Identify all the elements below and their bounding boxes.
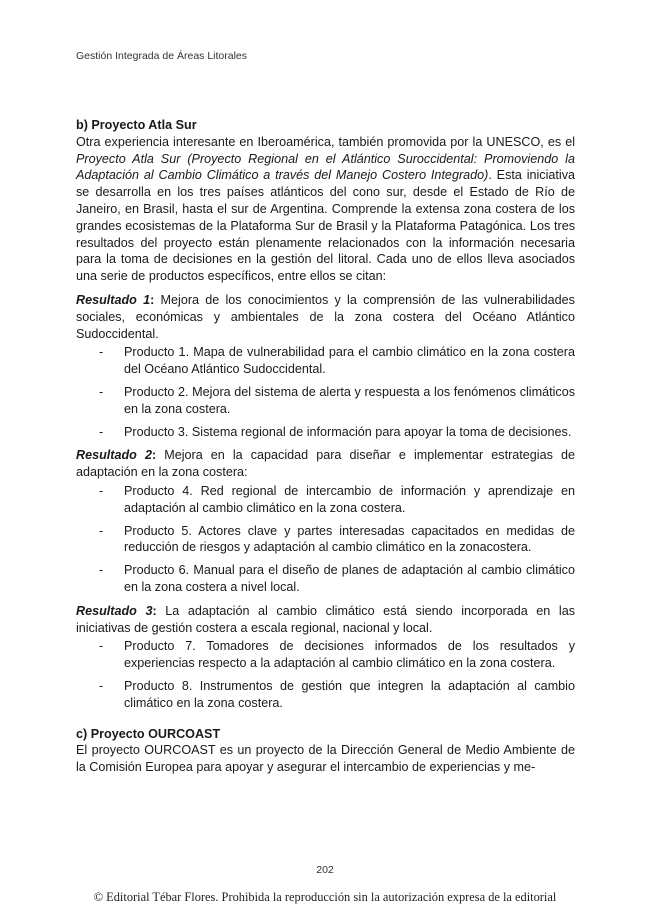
list-dash: - [99, 523, 104, 538]
product-text: Producto 7. Tomadores de decisiones informados de los resultados y experiencias respecto a la adaptación al cambio climático en la zona costera. [124, 639, 575, 671]
list-dash: - [99, 345, 104, 360]
list-dash: - [99, 384, 104, 399]
body-text [76, 113, 575, 776]
list-dash: - [99, 678, 104, 693]
result-label: Resultado 1 [76, 292, 151, 307]
list-dash: - [99, 639, 104, 654]
running-header: Gestión Integrada de Áreas Litorales [76, 50, 248, 62]
list-item [76, 384, 575, 418]
product-text: Producto 6. Manual para el diseño de planes de adaptación al cambio climático en la zona costera a nivel local. [124, 563, 575, 594]
result-text: Mejora en la capacidad para diseñar e implementar estrategias de adaptación en la zona costera: [76, 448, 575, 480]
section-c-heading: c) Proyecto OURCOAST [76, 726, 221, 741]
list-item [76, 638, 575, 672]
result-colon: : [151, 448, 157, 463]
product-text: Producto 5. Actores clave y partes interesadas capacitados en medidas de reducción de riesgos y adaptación al cambio climático en la zonacostera. [124, 523, 575, 555]
result-1 [76, 292, 575, 342]
product-text: Producto 8. Instrumentos de gestión que integren la adaptación al cambio climático en la zona costera. [124, 678, 575, 710]
list-item [76, 678, 575, 712]
list-item [76, 483, 575, 517]
product-list-1 [76, 344, 575, 440]
section-b-text-pre: Otra experiencia interesante en Iberoamérica, también promovida por la UNESCO, es el [76, 134, 575, 149]
result-label: Resultado 2 [76, 448, 152, 463]
section-c-paragraph: El proyecto OURCOAST es un proyecto de la Dirección General de Medio Ambiente de la Comisión Europea para apoyar y asegurar el intercambio de experiencias y me- [76, 743, 575, 775]
list-dash: - [99, 483, 104, 498]
section-b-text-post: . Esta iniciativa se desarrolla en los tres países atlánticos del cono sur, desde el Estado de Río de Janeiro, en Brasil, hasta el sur de Argentina. Comprende la extensa zona costera de los grandes ecosistemas de la Plataforma Sur de Brasil y la Plataforma Patagónica. Los tres resultados del proyecto están plenamente relacionados con la información necesaria para la toma de decisiones en la gestión del litoral. Cada uno de ellos lleva asociados una serie de productos específicos, entre ellos se citan: [76, 168, 576, 284]
list-item [76, 562, 575, 596]
result-colon: : [152, 603, 157, 618]
result-3 [76, 603, 575, 637]
list-dash: - [99, 563, 104, 578]
section-b-project-name: Proyecto Atla Sur (Proyecto Regional en el Atlántico Suroccidental: Promoviendo la Adaptación al Cambio Climático a través del Manejo Costero Integrado) [76, 151, 575, 183]
product-text: Producto 4. Red regional de intercambio de información y aprendizaje en adaptación al cambio climático en la zona costera. [124, 483, 575, 515]
result-label: Resultado 3 [76, 603, 153, 618]
product-text: Producto 3. Sistema regional de información para apoyar la toma de decisiones. [124, 424, 572, 439]
page-number: 202 [316, 864, 334, 876]
section-b-paragraph [76, 134, 575, 285]
list-item [76, 424, 575, 441]
product-list-3 [76, 638, 575, 711]
result-text: Mejora de los conocimientos y la comprensión de las vulnerabilidades sociales, económicas y ambientales de la zona costera del Océano Atlántico Sudoccidental. [76, 292, 575, 341]
list-dash: - [99, 424, 104, 439]
product-text: Producto 2. Mejora del sistema de alerta y respuesta a los fenómenos climáticos en la zona costera. [124, 384, 575, 416]
list-item [76, 344, 575, 378]
copyright-footer: © Editorial Tébar Flores. Prohibida la reproducción sin la autorización expresa de la editorial [93, 890, 557, 904]
product-text: Producto 1. Mapa de vulnerabilidad para el cambio climático en la zona costera del Océano Atlántico Sudoccidental. [124, 345, 575, 377]
result-text: La adaptación al cambio climático está siendo incorporada en las iniciativas de gestión costera a escala regional, nacional y local. [76, 603, 575, 635]
section-b-heading: b) Proyecto Atla Sur [76, 118, 197, 132]
result-colon: : [150, 292, 155, 307]
list-item [76, 523, 575, 557]
result-2 [76, 447, 575, 481]
product-list-2 [76, 483, 575, 596]
